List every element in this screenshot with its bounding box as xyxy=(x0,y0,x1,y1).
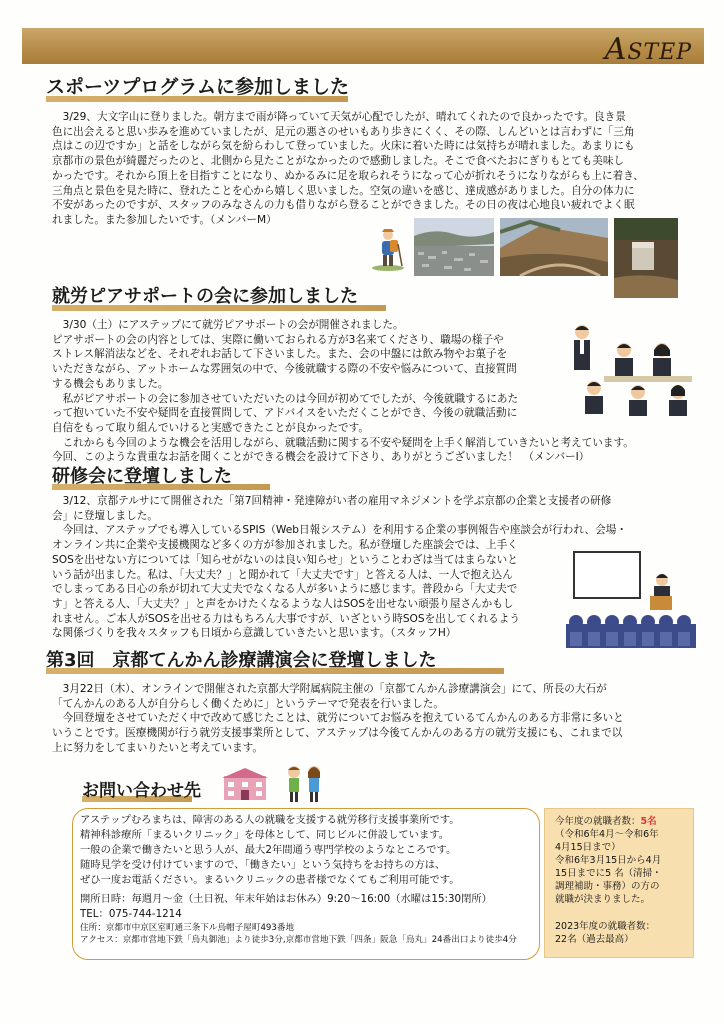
contact-line: 一般の企業で働きたいと思う人が、最大2年間通う専門学校のようなところです。 xyxy=(80,844,457,856)
meeting-illustration xyxy=(568,320,696,416)
contact-line: アステップむろまちは、障害のある人の就職を支援する就労移行支援事業所です。 xyxy=(80,814,460,826)
training-line: いう話が出ました。私は、「大丈夫？」と聞かれて「大丈夫です」と答える人は、一人で抱え込ん xyxy=(52,568,513,581)
stats-line: 調理補助・事務）の方の xyxy=(555,881,660,892)
kids-illustration xyxy=(284,764,324,804)
sports-body xyxy=(52,110,692,228)
stats-line: 令和6年3月15日から4月 xyxy=(555,855,662,866)
peer-line: これからも今回のような機会を活用しながら、就職活動に関する不安や疑問を上手く解消していきたいと考えています。 xyxy=(62,436,634,449)
peer-line: ピアサポートの会の内容としては、実際に働いておられる方が3名来てくださり、職場の様子や xyxy=(52,333,504,346)
sports-line: 不安があったのですが、スタッフのみなさんの力も借りながら登ることができました。その日の夜は心地良い疲れでよく眠 xyxy=(52,199,635,212)
contact-info xyxy=(80,813,540,946)
epilepsy-body xyxy=(52,682,702,756)
epilepsy-line: 上に努力をしてまいりたいと考えています。 xyxy=(52,741,264,754)
peer-line: って抱いていた不安や疑問を直接質問して、アドバイスをいただくことができ、今後の就職活動に xyxy=(52,407,518,420)
contact-access: アクセス：京都市営地下鉄「烏丸御池」より徒歩3分,京都市営地下鉄「四条」阪急「烏丸」24番出口より徒歩4分 xyxy=(80,935,517,945)
training-line: オンライン共に企業や支援機関など多くの方が参加されました。私が登壇した座談会では、上手く xyxy=(52,539,518,552)
training-line: れません。ご本人がSOSを出せる力はもちろん大事ですが、いざという時SOSを出してくれるよう xyxy=(52,612,520,625)
peer-line: 3/30（土）にアステップにて就労ピアサポートの会が開催されました。 xyxy=(62,319,404,331)
hiker-illustration xyxy=(368,226,408,272)
contact-line: 随時見学を受け付けていますので、「働きたい」という気持ちをお持ちの方は、 xyxy=(80,859,446,871)
training-line: 会」に登壇しました。 xyxy=(52,509,158,522)
stats-line: 就職が決まりました。 xyxy=(555,894,651,905)
sports-line: かったです。それから頂上を目指すことになり、ぬかるみに足を取られそうになって心が折れそうになりながらも上に着き、 xyxy=(52,169,644,182)
stats-line: （令和6年4月～令和6年 xyxy=(555,829,659,840)
sports-line: 点はこの辺ですか」と話をしながら気を紛らわして登っていました。火床に着いた時には気持ちが晴れました。あまりにも xyxy=(52,140,635,153)
training-line: 3/12、京都テルサにて開催された「第7回精神・発達障がい者の雇用マネジメントを学ぶ京都の企業と支援者の研修 xyxy=(62,495,612,507)
sports-line: れました。また参加したいです。（メンバーM） xyxy=(52,213,277,226)
peer-line: する機会もありました。 xyxy=(52,377,169,390)
epilepsy-line: いうことです。医療機関が行う就労支援事業所として、アステップは今後てんかんのある方の就労支援にも、これまで以 xyxy=(52,727,623,740)
sports-line: 三角点と景色を見た時に、登れたことを心から嬉しく思いました。空気の違いを感じ、達成感がありました。自分の体力に xyxy=(52,184,635,197)
contact-title: お問い合わせ先 xyxy=(82,781,201,801)
astep-logo: ASTEP xyxy=(604,32,692,67)
sports-line: 京都市の景色が綺麗だったのと、北側から見たことがなかったので感動しました。そこで食べたおにぎりもとても美味し xyxy=(52,155,625,168)
peer-line: 自信をもって取り組んでいけると実感できたことが良かったです。 xyxy=(52,421,369,434)
training-line: SOSを出せない方については「知らせがないのは良い知らせ」ということわざは当てはまらないと xyxy=(52,553,518,566)
peer-line: ストレス解消法などを、それぞれお話して下さいました。また、会の中盤には飲み物やお菓子を xyxy=(52,348,508,361)
epilepsy-line: 3月22日（木）、オンラインで開催された京都大学附属病院主催の「京都てんかん診療講演会」にて、所長の大石が xyxy=(62,683,607,695)
peer-line: 今回、このような貴重なお話を聞くことができる機会を設けて下さり、ありがとうございました！ （メンバーI） xyxy=(52,451,590,464)
sports-line: 色に出会えると思い歩みを進めていましたが、足元の悪さのせいもあり歩きにくく、その際、しんどいとは言わずに「三角 xyxy=(52,125,635,138)
city-view-photo xyxy=(414,218,494,276)
stats-count: 5名 xyxy=(640,816,657,827)
sports-title: スポーツプログラムに参加しました xyxy=(46,76,350,98)
training-title: 研修会に登壇しました xyxy=(52,466,232,487)
epilepsy-line: 「てんかんのある人が自分らしく働くために」というテーマで発表を行いました。 xyxy=(52,697,444,710)
stats-label: 今年度の就職者数： xyxy=(555,816,641,827)
sports-line: 3/29、大文字山に登りました。朝方まで雨が降っていて天気が心配でしたが、晴れてくれたので良かったです。良き景 xyxy=(62,111,626,123)
contact-address: 住所：京都市中京区室町通三条下ル烏帽子屋町493番地 xyxy=(80,923,295,933)
stats-line: 4月15日まで） xyxy=(555,842,621,853)
building-illustration xyxy=(222,766,268,802)
mountain-slope-photo xyxy=(500,218,608,276)
training-line: 今回は、アステップでも導入しているSPIS（Web日報システム）を利用する企業の事例報告や座談会が行われ、会場・ xyxy=(62,524,627,537)
epilepsy-line: 今回登壇をさせていただく中で改めて感じたことは、就労についてお悩みを抱えているてんかんのある方非常に多いと xyxy=(62,712,624,725)
contact-tel[interactable]: TEL：075-744-1214 xyxy=(80,908,182,920)
contact-line: ぜひ一度お電話ください。まるいクリニックの患者様でなくてもご利用可能です。 xyxy=(80,874,460,886)
lecture-illustration xyxy=(566,550,696,648)
header-banner xyxy=(22,28,704,67)
stats-line: 2023年度の就職者数： xyxy=(555,921,656,932)
peer-line: 私がピアサポートの会に参加させていただいたのは今回が初めてでしたが、今後就職するにあた xyxy=(62,392,519,405)
training-line: す」と答える人、「大丈夫？」と声をかけたくなるような人はSOSを出せない頑張り屋さんかもし xyxy=(52,597,514,610)
peer-title: 就労ピアサポートの会に参加しました xyxy=(52,286,358,307)
peer-line: いただきながら、アットホームな雰囲気の中で、今後就職する際の不安や悩みについて、直接質問 xyxy=(52,363,517,376)
triangulation-point-photo xyxy=(614,218,678,298)
training-line: でしまってある日心の糸が切れて大丈夫でなくなる人が多いように感じます。普段から「大丈夫で xyxy=(52,583,518,596)
employment-stats-box xyxy=(544,808,694,958)
contact-hours: 開所日時：毎週月～金（土日祝、年末年始はお休み）9:20～16:00（水曜は15:30閉所） xyxy=(80,893,492,905)
training-line: な関係づくりを我々スタッフも日頃から意識していきたいと思います。（スタッフH） xyxy=(52,627,457,640)
epilepsy-title: 第3回 京都てんかん診療講演会に登壇しました xyxy=(46,650,437,671)
stats-text xyxy=(555,815,687,946)
stats-line: 15日までに5 名（清掃・ xyxy=(555,868,662,879)
contact-line: 精神科診療所「まるいクリニック」を母体として、同じビルに併設しています。 xyxy=(80,829,450,841)
stats-line: 22名（過去最高） xyxy=(555,934,634,945)
